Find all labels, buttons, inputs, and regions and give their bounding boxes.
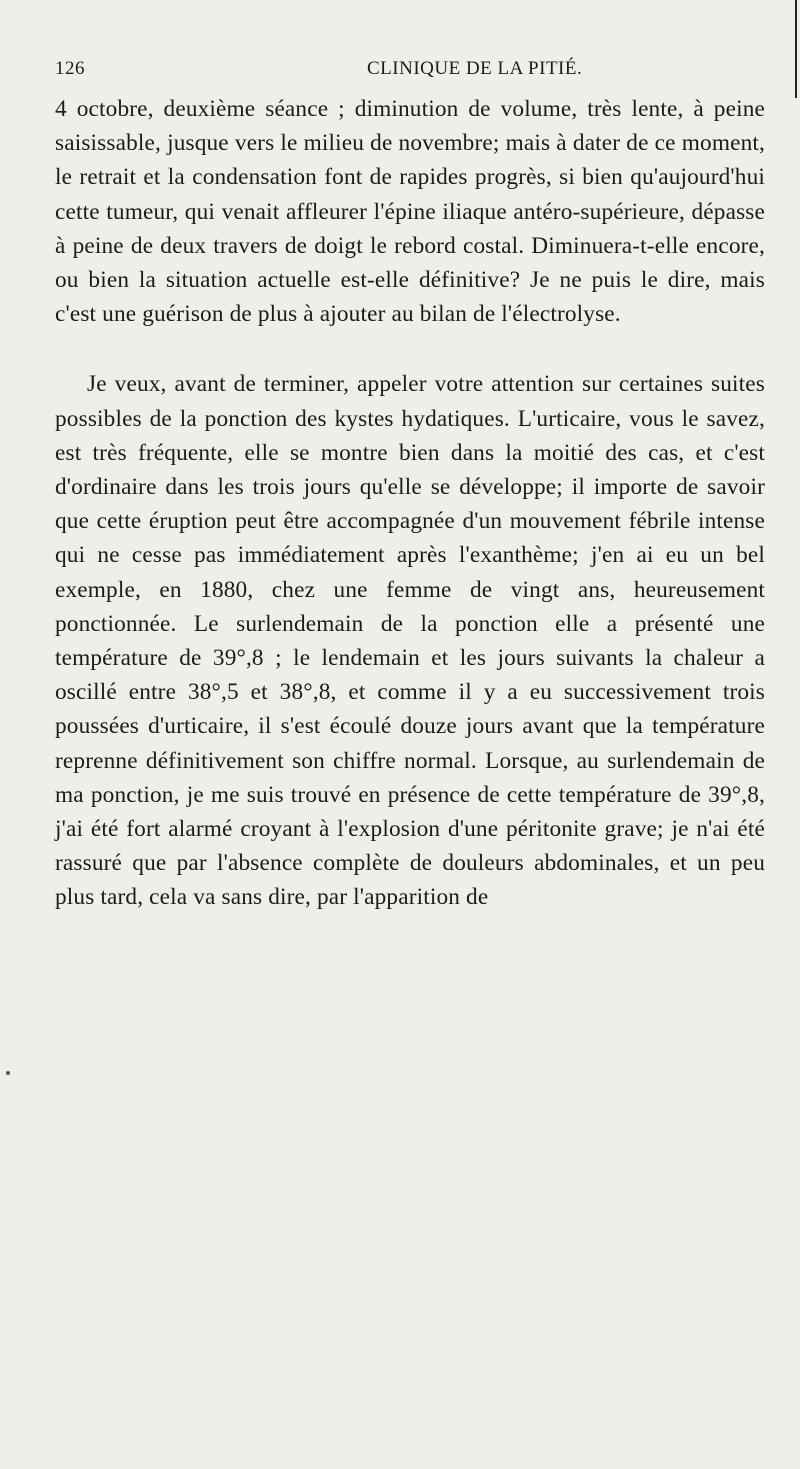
running-title: CLINIQUE DE LA PITIÉ. bbox=[367, 58, 583, 79]
running-header bbox=[55, 58, 765, 88]
paragraph: 4 octobre, deuxième séance ; diminution de volume, très lente, à peine saisissable, jusque vers le milieu de novembre; mais à dater de ce moment, le retrait et la condensation font de rapides progrès, si bien qu'aujourd'hui cette tumeur, qui venait affleurer l'épine iliaque antéro-supérieure, dépasse à peine de deux travers de doigt le rebord costal. Diminuera-t-elle encore, ou bien la situation actuelle est-elle définitive? Je ne puis le dire, mais c'est une guérison de plus à ajouter au bilan de l'électrolyse. bbox=[55, 96, 765, 328]
page-number: 126 bbox=[55, 58, 85, 79]
page-edge-line bbox=[795, 0, 797, 98]
paragraph: Je veux, avant de terminer, appeler votre attention sur certaines suites possibles de la ponction des kystes hydatiques. L'urticaire, vous le savez, est très fréquente, elle se montre bien dans la moitié des cas, et c'est d'ordinaire dans les trois jours qu'elle se développe; il importe de savoir que cette éruption peut être accompagnée d'un mouvement fébrile intense qui ne cesse pas immédiatement après l'exanthème; j'en ai eu un bel exemple, en 1880, chez une femme de vingt ans, heureusement ponctionnée. Le surlendemain de la ponction elle a présenté une température de 39°,8 ; le lendemain et les jours suivants la chaleur a oscillé entre 38°,5 et 38°,8, et comme il y a eu successivement trois poussées d'urticaire, il s'est écoulé douze jours avant que la température reprenne définitivement son chiffre normal. Lorsque, au surlendemain de ma ponction, je me suis trouvé en présence de cette température de 39°,8, j'ai été fort alarmé croyant à l'explosion d'une péritonite grave; je n'ai été rassuré que par l'absence complète de douleurs abdominales, et un peu plus tard, cela va sans dire, par l'apparition de bbox=[55, 371, 765, 911]
body-text bbox=[55, 92, 765, 915]
margin-mark bbox=[6, 1071, 10, 1075]
